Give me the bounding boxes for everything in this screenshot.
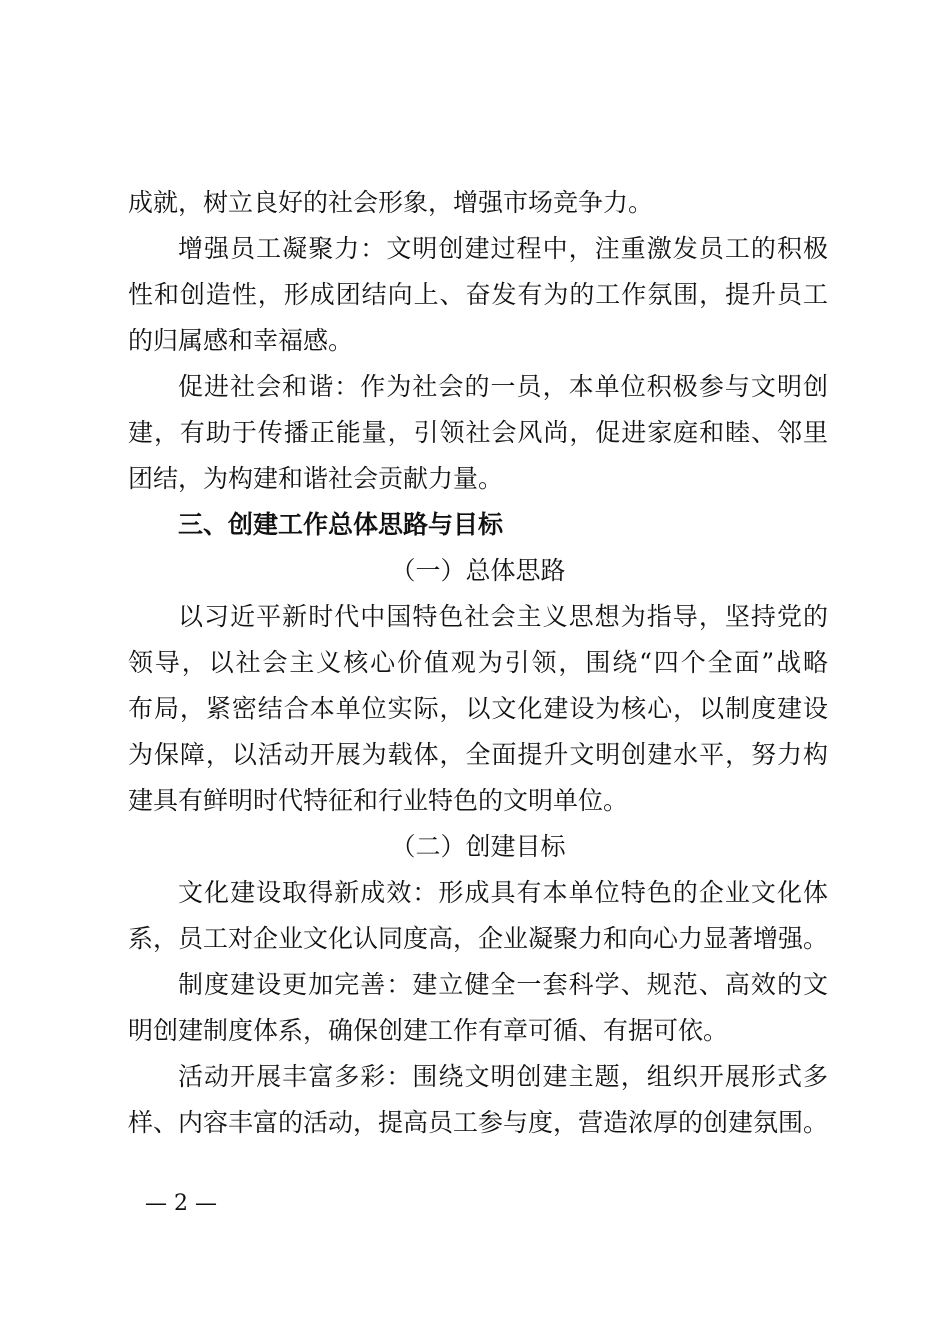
paragraph-line: 增强员工凝聚力：文明创建过程中，注重激发员工的积极 bbox=[178, 234, 828, 263]
paragraph-line: 建，有助于传播正能量，引领社会风尚，促进家庭和睦、邻里 bbox=[128, 418, 828, 447]
paragraph-line: 活动开展丰富多彩：围绕文明创建主题，组织开展形式多 bbox=[178, 1062, 828, 1091]
subheading-overall-approach: （一）总体思路 bbox=[390, 556, 566, 585]
paragraph-line: 明创建制度体系，确保创建工作有章可循、有据可依。 bbox=[128, 1016, 729, 1045]
paragraph-line: 制度建设更加完善：建立健全一套科学、规范、高效的文 bbox=[178, 970, 828, 999]
paragraph-line: 布局，紧密结合本单位实际，以文化建设为核心，以制度建设 bbox=[128, 694, 828, 723]
paragraph-line: 文化建设取得新成效：形成具有本单位特色的企业文化体 bbox=[178, 878, 828, 907]
paragraph-line: 成就，树立良好的社会形象，增强市场竞争力。 bbox=[128, 188, 654, 217]
paragraph-line: 促进社会和谐：作为社会的一员，本单位积极参与文明创 bbox=[178, 372, 828, 401]
paragraph-line: 的归属感和幸福感。 bbox=[128, 326, 354, 355]
page-number: — 2 — bbox=[145, 1191, 217, 1216]
paragraph-line: 系，员工对企业文化认同度高，企业凝聚力和向心力显著增强。 bbox=[128, 924, 829, 953]
paragraph-line: 领导，以社会主义核心价值观为引领，围绕“四个全面”战略 bbox=[128, 648, 828, 677]
section-heading: 三、创建工作总体思路与目标 bbox=[178, 510, 504, 539]
paragraph-line: 性和创造性，形成团结向上、奋发有为的工作氛围，提升员工 bbox=[128, 280, 828, 309]
paragraph-line: 样、内容丰富的活动，提高员工参与度，营造浓厚的创建氛围。 bbox=[128, 1108, 829, 1137]
paragraph-line: 建具有鲜明时代特征和行业特色的文明单位。 bbox=[128, 786, 629, 815]
subheading-goals: （二）创建目标 bbox=[390, 832, 566, 861]
paragraph-line: 以习近平新时代中国特色社会主义思想为指导，坚持党的 bbox=[178, 602, 828, 631]
paragraph-line: 团结，为构建和谐社会贡献力量。 bbox=[128, 464, 504, 493]
paragraph-line: 为保障，以活动开展为载体，全面提升文明创建水平，努力构 bbox=[128, 740, 828, 769]
